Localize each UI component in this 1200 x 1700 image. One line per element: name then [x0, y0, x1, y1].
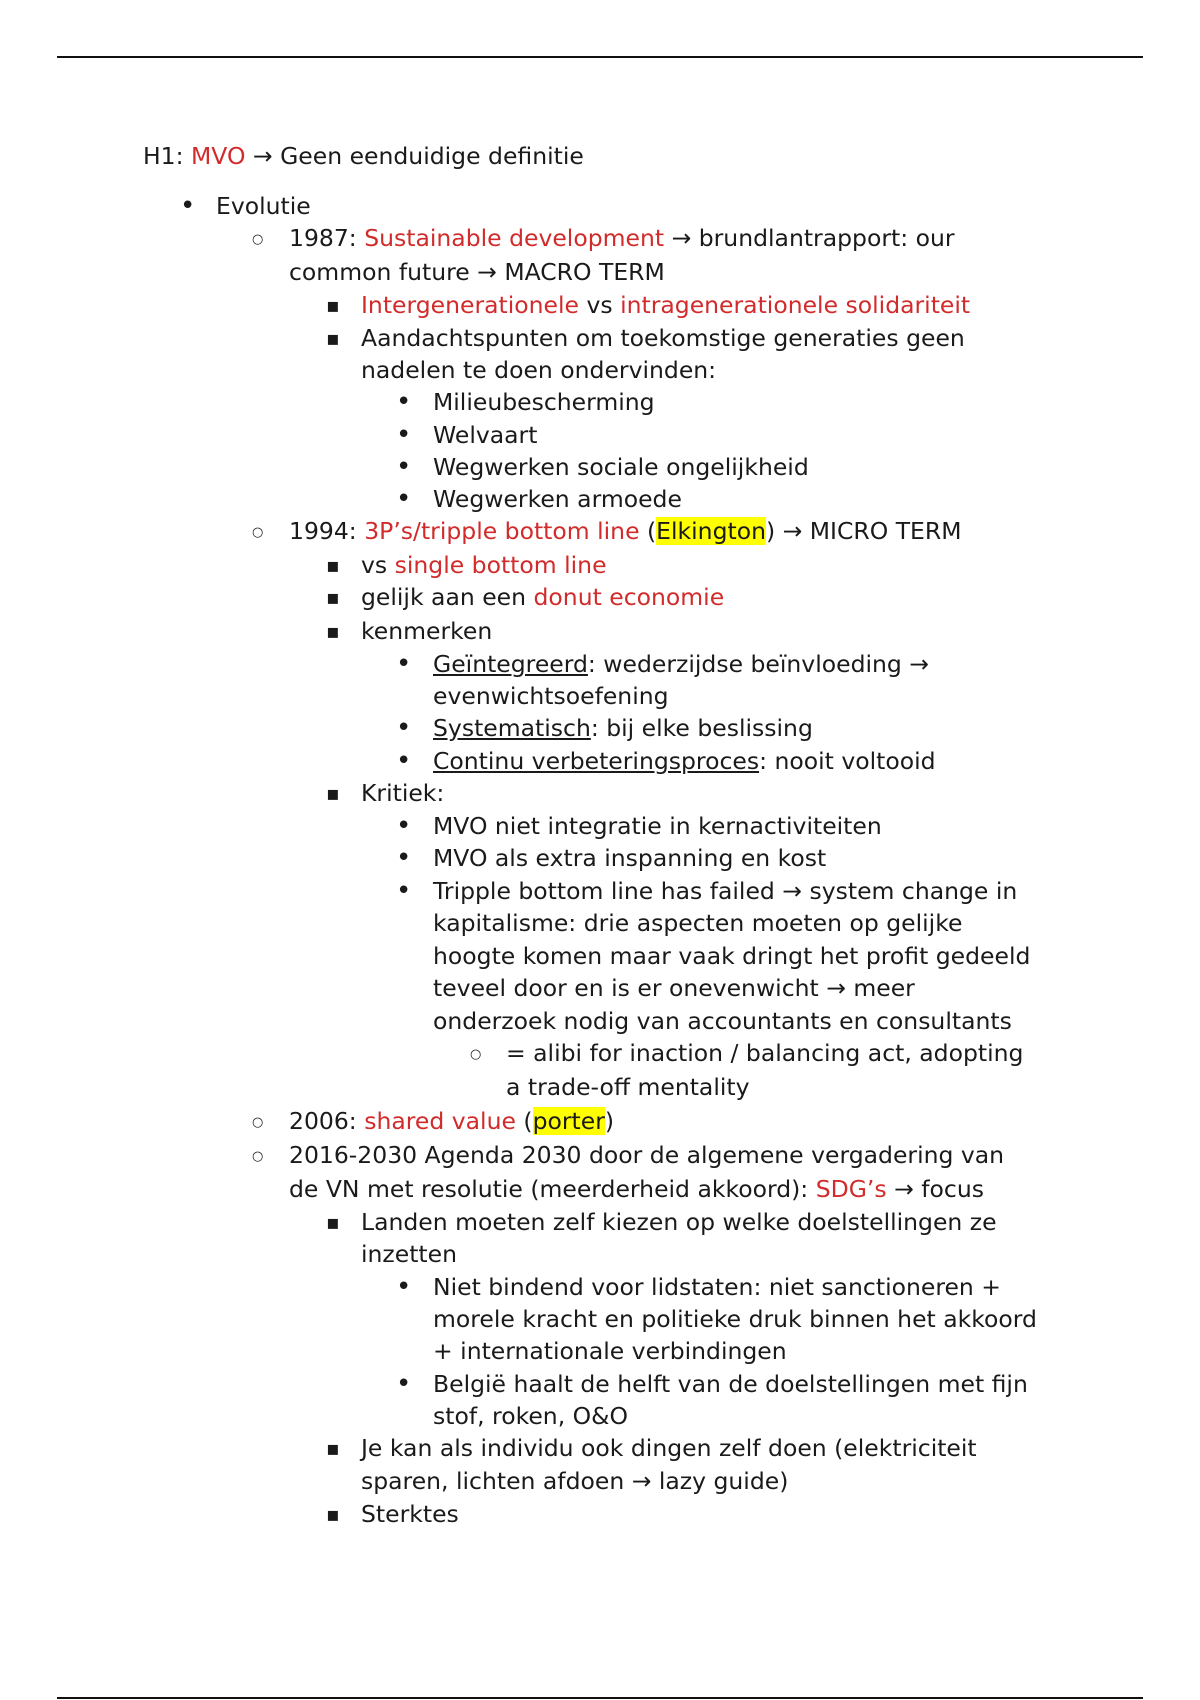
kritiek-item-cont: kapitalisme: drie aspecten moeten op gelijke — [433, 909, 963, 937]
y1987-rest: → brundlantrapport: our — [664, 224, 955, 252]
vs-text: vs — [579, 291, 621, 319]
kenmerk-2 — [433, 712, 813, 745]
author-highlight: Elkington — [656, 517, 766, 545]
list-item: Milieubescherming — [433, 388, 655, 416]
bullet-disc — [180, 190, 195, 224]
bullet-disc — [396, 483, 411, 517]
kenmerk-desc: : wederzijdse beïnvloeding → — [587, 650, 929, 678]
aandacht-line2: nadelen te doen ondervinden: — [361, 356, 717, 384]
bullet-square — [326, 615, 340, 648]
kritiek-item: MVO als extra inspanning en kost — [433, 844, 827, 872]
bullet-square — [326, 1206, 340, 1239]
kritiek-item-cont: teveel door en is er onevenwicht → meer — [433, 974, 915, 1002]
kenmerk-term: Systematisch — [433, 714, 591, 742]
header-rule — [57, 56, 1143, 58]
bullet-square — [326, 581, 340, 614]
kritiek-item: Tripple bottom line has failed → system change in — [433, 877, 1018, 905]
bullet-disc — [396, 451, 411, 485]
bullet-disc — [396, 419, 411, 453]
y2016-line2 — [289, 1173, 984, 1206]
kenmerk-term: Continu verbeteringsproces — [433, 747, 760, 775]
bullet-disc — [396, 842, 411, 876]
paren-open: ( — [515, 1107, 533, 1135]
footer-rule — [57, 1697, 1143, 1699]
kenmerk-1b: evenwichtsoefening — [433, 682, 669, 710]
sterktes-line: Sterktes — [361, 1500, 459, 1528]
bullet-disc — [396, 1368, 411, 1402]
alibi-line1: = alibi for inaction / balancing act, adopting — [506, 1039, 1024, 1067]
y1994-rest: ) → MICRO TERM — [765, 517, 962, 545]
bullet-square — [326, 289, 340, 322]
sdg-term: SDG’s — [815, 1175, 887, 1203]
heading-rest: Geen eenduidige definitie — [280, 142, 584, 170]
nb-line1: Niet bindend voor lidstaten: niet sanctioneren + — [433, 1273, 1001, 1301]
single-term: single bottom line — [394, 551, 607, 579]
bullet-square — [326, 777, 340, 810]
y2016-line1: 2016-2030 Agenda 2030 door de algemene vergadering van — [289, 1141, 1005, 1169]
bullet-disc — [396, 648, 411, 682]
je-line2: sparen, lichten afdoen → lazy guide) — [361, 1467, 789, 1495]
bullet-circle — [252, 222, 263, 256]
y2006-year: 2006: — [289, 1107, 365, 1135]
je-line1: Je kan als individu ook dingen zelf doen (elektriciteit — [361, 1434, 977, 1462]
kritiek-item: MVO niet integratie in kernactiviteiten — [433, 812, 882, 840]
bullet-square — [326, 549, 340, 582]
heading-prefix: H1: — [143, 142, 192, 170]
y1994-term: 3P’s/tripple bottom line — [364, 517, 640, 545]
kenmerk-desc: : bij elke beslissing — [590, 714, 813, 742]
kenmerken-line: kenmerken — [361, 617, 493, 645]
donut-line — [361, 581, 724, 614]
bullet-disc — [396, 712, 411, 746]
bullet-disc — [396, 745, 411, 779]
aandacht-line1: Aandachtspunten om toekomstige generaties geen — [361, 324, 965, 352]
kenmerk-3 — [433, 745, 936, 778]
kenmerk-1 — [433, 648, 929, 681]
y1994-year: 1994: — [289, 517, 365, 545]
nb-line3: + internationale verbindingen — [433, 1337, 787, 1365]
heading-line — [143, 140, 584, 173]
paren-open: ( — [639, 517, 657, 545]
y1994-line1 — [289, 515, 962, 548]
bullet-disc — [396, 386, 411, 420]
y1987-year: 1987: — [289, 224, 365, 252]
kenmerk-term: Geïntegreerd — [433, 650, 588, 678]
y1987-line2: common future → MACRO TERM — [289, 258, 665, 286]
heading-arrow: → — [245, 142, 281, 170]
heading-term: MVO — [191, 142, 246, 170]
intra-term: intragenerationele solidariteit — [620, 291, 971, 319]
landen-line2: inzetten — [361, 1240, 457, 1268]
bullet-circle — [470, 1037, 481, 1071]
bullet-circle — [252, 1105, 263, 1139]
kritiek-item-cont: hoogte komen maar vaak dringt het profit gedeeld — [433, 942, 1031, 970]
donut-term: donut economie — [533, 583, 725, 611]
single-line — [361, 549, 607, 582]
bullet-square — [326, 322, 340, 355]
y1987-term: Sustainable development — [364, 224, 665, 252]
bullet-circle — [252, 1139, 263, 1173]
be-line1: België haalt de helft van de doelstellingen met fijn — [433, 1370, 1028, 1398]
bullet-disc — [396, 875, 411, 909]
y2006-term: shared value — [364, 1107, 516, 1135]
y2006-line — [289, 1105, 614, 1138]
bullet-disc — [396, 810, 411, 844]
list-item: Welvaart — [433, 421, 538, 449]
kritiek-item-cont: onderzoek nodig van accountants en consultants — [433, 1007, 1012, 1035]
list-item: Wegwerken armoede — [433, 485, 682, 513]
vs-text: vs — [361, 551, 395, 579]
evolutie-label: Evolutie — [216, 192, 311, 220]
be-line2: stof, roken, O&O — [433, 1402, 628, 1430]
bullet-square — [326, 1432, 340, 1465]
y1987-line1 — [289, 222, 955, 255]
y2016-focus: → focus — [886, 1175, 984, 1203]
alibi-line2: a trade-off mentality — [506, 1073, 750, 1101]
author-highlight: porter — [532, 1107, 605, 1135]
kenmerk-desc: : nooit voltooid — [759, 747, 936, 775]
bullet-disc — [396, 1271, 411, 1305]
nb-line2: morele kracht en politieke druk binnen het akkoord — [433, 1305, 1037, 1333]
kritiek-line: Kritiek: — [361, 779, 445, 807]
paren-close: ) — [604, 1107, 615, 1135]
solidariteit-line — [361, 289, 970, 322]
bullet-square — [326, 1498, 340, 1531]
inter-term: Intergenerationele — [361, 291, 579, 319]
list-item: Wegwerken sociale ongelijkheid — [433, 453, 809, 481]
bullet-circle — [252, 515, 263, 549]
landen-line1: Landen moeten zelf kiezen op welke doelstellingen ze — [361, 1208, 997, 1236]
gelijk-text: gelijk aan een — [361, 583, 534, 611]
y2016-text: de VN met resolutie (meerderheid akkoord): — [289, 1175, 816, 1203]
